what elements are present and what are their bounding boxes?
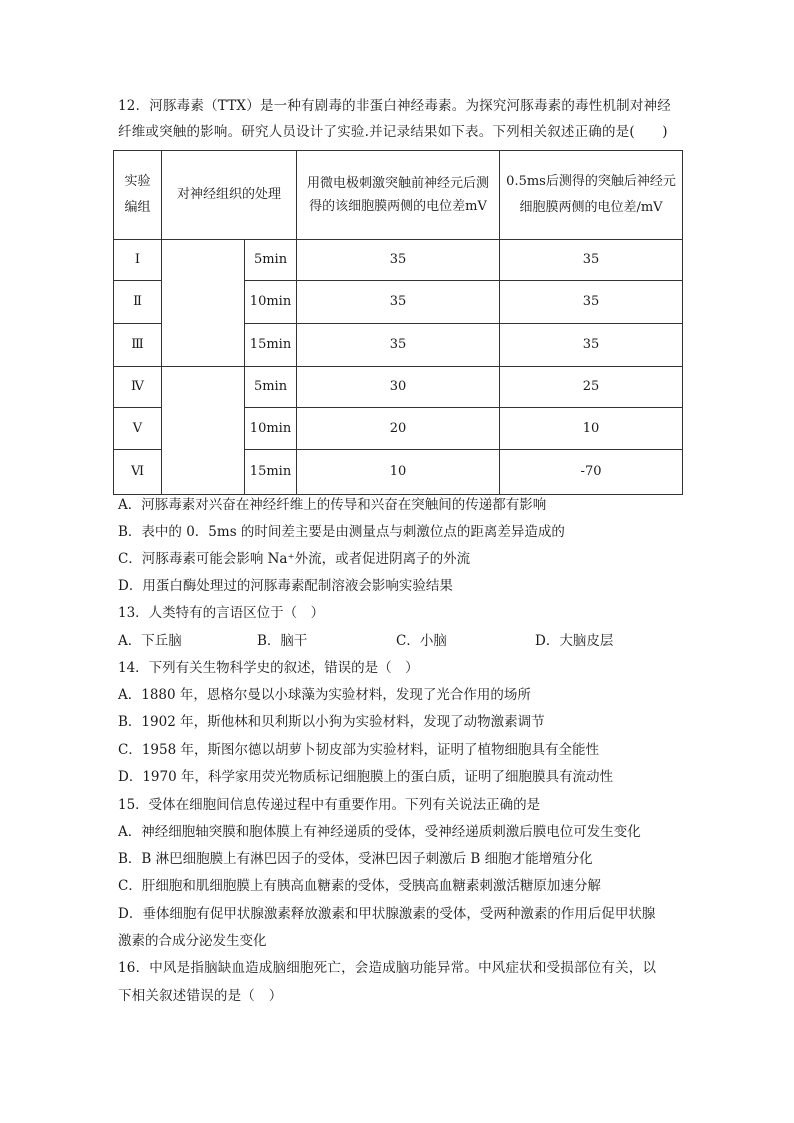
cell-before: 35 bbox=[297, 324, 500, 367]
q13-option-c: C．小脑 bbox=[396, 633, 447, 649]
header-treatment: 对神经组织的处理 bbox=[162, 151, 297, 240]
cell-treatment-saline bbox=[162, 240, 245, 367]
q12-stem-line1: 12．河豚毒素（TTX）是一种有剧毒的非蛋白神经毒素。为探究河豚毒素的毒性机制对神经 bbox=[118, 98, 671, 114]
q16-stem-line1: 16．中风是指脑缺血造成脑细胞死亡，会造成脑功能异常。中风症状和受损部位有关，以 bbox=[118, 960, 657, 976]
experiment-table bbox=[113, 150, 683, 495]
header-after: 0.5ms后测得的突触后神经元细胞膜两侧的电位差/mV bbox=[500, 151, 683, 240]
q14-option-a: A．1880 年，恩格尔曼以小球藻为实验材料，发现了光合作用的场所 bbox=[118, 687, 531, 703]
table-row bbox=[114, 367, 683, 408]
q12-option-a: A．河豚毒素对兴奋在神经纤维上的传导和兴奋在突触间的传递都有影响 bbox=[118, 497, 547, 513]
cell-after: 10 bbox=[500, 408, 683, 450]
q13-stem: 13．人类特有的言语区位于（ ） bbox=[118, 605, 325, 621]
cell-id: Ⅲ bbox=[114, 324, 162, 367]
cell-before: 30 bbox=[297, 367, 500, 408]
cell-time: 15min bbox=[245, 450, 297, 495]
q16-stem-line2: 下相关叙述错误的是（ ） bbox=[118, 988, 283, 1004]
cell-treatment-ttx bbox=[162, 367, 245, 495]
q13-option-d: D．大脑皮层 bbox=[535, 633, 614, 649]
q15-option-a: A．神经细胞轴突膜和胞体膜上有神经递质的受体，受神经递质刺激后膜电位可发生变化 bbox=[118, 824, 641, 840]
cell-before: 35 bbox=[297, 240, 500, 281]
q12-option-b: B．表中的 0．5ms 的时间差主要是由测量点与刺激位点的距离差异造成的 bbox=[118, 524, 565, 540]
cell-after: 35 bbox=[500, 240, 683, 281]
q14-option-c: C．1958 年，斯图尔德以胡萝卜韧皮部为实验材料，证明了植物细胞具有全能性 bbox=[118, 742, 599, 758]
cell-after: 35 bbox=[500, 281, 683, 324]
cell-time: 10min bbox=[245, 281, 297, 324]
q12-stem-line2: 纤维或突触的影响。研究人员设计了实验.并记录结果如下表。下列相关叙述正确的是( ) bbox=[118, 124, 668, 140]
q12-option-d: D．用蛋白酶处理过的河豚毒素配制溶液会影响实验结果 bbox=[118, 578, 453, 594]
q13-option-b: B．脑干 bbox=[257, 633, 308, 649]
cell-after: 25 bbox=[500, 367, 683, 408]
q15-option-c: C．肝细胞和肌细胞膜上有胰高血糖素的受体，受胰高血糖素刺激活糖原加速分解 bbox=[118, 878, 601, 894]
q15-option-d-cont: 激素的合成分泌发生变化 bbox=[118, 933, 267, 949]
cell-id: Ⅵ bbox=[114, 450, 162, 495]
cell-before: 10 bbox=[297, 450, 500, 495]
q13-option-a: A．下丘脑 bbox=[118, 633, 182, 649]
q15-option-b: B．B 淋巴细胞膜上有淋巴因子的受体，受淋巴因子刺激后 B 细胞才能增殖分化 bbox=[118, 851, 593, 867]
cell-after: 35 bbox=[500, 324, 683, 367]
table-header-row bbox=[114, 151, 683, 240]
cell-id: Ⅱ bbox=[114, 281, 162, 324]
q13-options bbox=[118, 631, 613, 651]
cell-time: 10min bbox=[245, 408, 297, 450]
q15-stem: 15．受体在细胞间信息传递过程中有重要作用。下列有关说法正确的是 bbox=[118, 797, 541, 813]
header-group: 实验编组 bbox=[114, 151, 162, 240]
cell-id: Ⅰ bbox=[114, 240, 162, 281]
header-before: 用微电极刺激突触前神经元后测得的该细胞膜两侧的电位差mV bbox=[297, 151, 500, 240]
q15-option-d: D．垂体细胞有促甲状腺激素释放激素和甲状腺激素的受体，受两种激素的作用后促甲状腺 bbox=[118, 906, 656, 922]
q14-stem: 14．下列有关生物科学史的叙述，错误的是（ ） bbox=[118, 660, 419, 676]
q14-option-d: D．1970 年，科学家用荧光物质标记细胞膜上的蛋白质，证明了细胞膜具有流动性 bbox=[118, 769, 613, 785]
cell-after: -70 bbox=[500, 450, 683, 495]
q12-option-c: C．河豚毒素可能会影响 Na⁺外流，或者促进阴离子的外流 bbox=[118, 551, 471, 567]
q14-option-b: B．1902 年，斯他林和贝利斯以小狗为实验材料，发现了动物激素调节 bbox=[118, 714, 545, 730]
cell-id: Ⅳ bbox=[114, 367, 162, 408]
cell-time: 5min bbox=[245, 367, 297, 408]
cell-time: 5min bbox=[245, 240, 297, 281]
cell-before: 35 bbox=[297, 281, 500, 324]
cell-time: 15min bbox=[245, 324, 297, 367]
cell-before: 20 bbox=[297, 408, 500, 450]
cell-id: Ⅴ bbox=[114, 408, 162, 450]
table-row bbox=[114, 240, 683, 281]
